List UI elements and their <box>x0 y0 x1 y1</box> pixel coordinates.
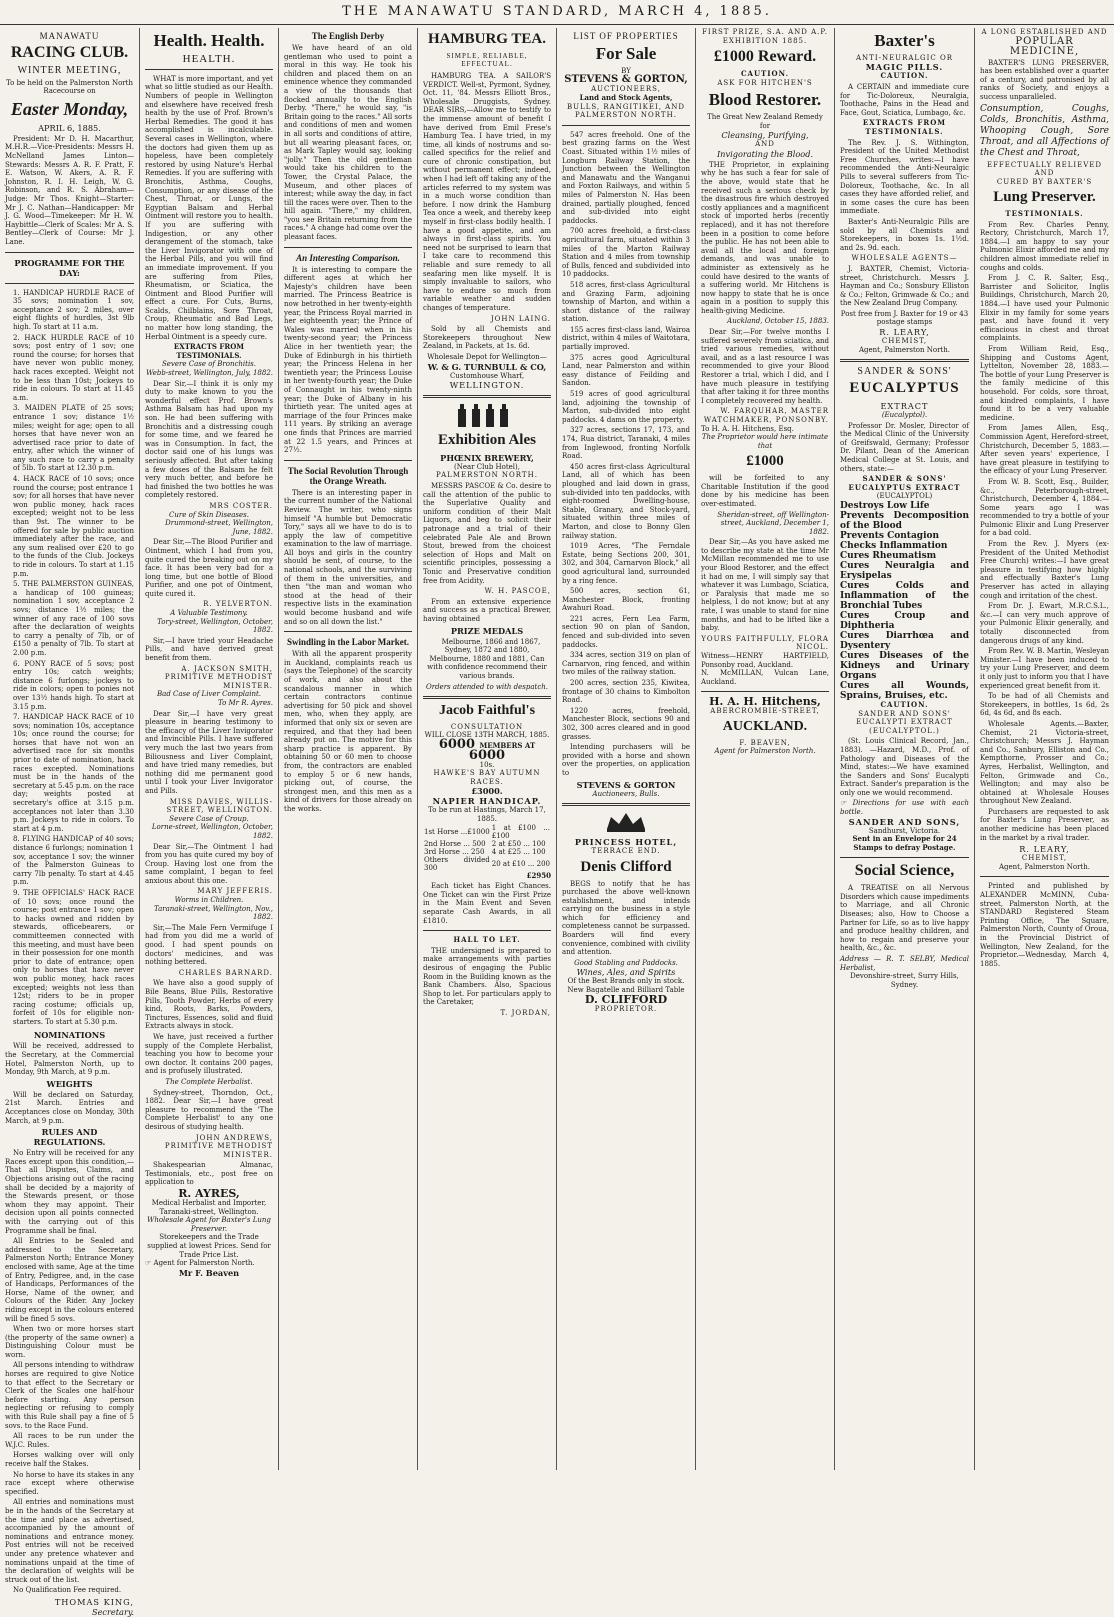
stores-note: Storekeepers and the Trade supplied at lowest Prices. Send for Trade Price List. <box>147 1233 271 1259</box>
jacob-big-3: 6000 <box>468 747 506 763</box>
programme-heading: PROGRAMME FOR THE DAY: <box>14 257 125 278</box>
sander-name: SANDER AND SONS, <box>848 816 961 827</box>
clifford-role: PROPRIETOR. <box>594 1004 658 1013</box>
crown-emblem-icon <box>603 811 649 833</box>
lung-item: From Rev. W. B. Martin, Wesleyan Minister.—I have been induced to try your Lung Preserver, and deem it only just to inform you that I have experienced great benefit from it. <box>980 647 1109 690</box>
leary-place: Agent, Palmerston North. <box>859 345 950 354</box>
testimonial-sig: R. YELVERTON. <box>203 600 273 609</box>
testimonial-sig: MRS COSTER. <box>209 501 273 510</box>
hotel-title: PRINCESS HOTEL, <box>574 837 678 848</box>
jacob-note: Each ticket has Eight Chances. One Ticket can win the First Prize in the Main Event and Seven separate Cash Awards, in all £1810. <box>423 882 551 925</box>
rule-item: Horses walking over will only receive half the Stakes. <box>5 1451 134 1468</box>
leary-role: CHEMIST, <box>881 337 928 346</box>
hotel-sub: TERRACE END. <box>591 847 661 856</box>
agents-list: J. BAXTER, Chemist, Victoria-street, Christchurch. Messrs J. Hayman and Co.; Sonsbury Elliston & Co.; Felton, Grimwade & Co.; and the New Zealand Drug Company. <box>840 264 969 308</box>
officers: President: Mr D. H. Macarthur, M.H.R.—Vice-Presidents: Messrs H. McNelland James Linton—Stewards: Messrs A. R. F. Pratt, F. E. Watson, W. Akers, A. R. F. Johnston, R. I. H. Leigh, W. G. Robinson, and R. S. Abraham—Judge: Mr Thos. Knight—Starter: Mr J. C. Nathan—Handicapper: Mr J. G. Wood—Timekeeper: Mr H. W. Haybittle—Clerk of Scales: Mr A. S. Bentley—Clerk of Course: Mr J. Lane. <box>5 134 134 246</box>
property-item: 450 acres first-class Agricultural Land, all of which has been ploughed and laid down in grass, sub-divided into ten paddocks, with eight-roomed Dwelling-house, Stable, Granary, and Stock-yard, situated within three miles of Marton, and close to Bonny Glen railway station. <box>562 462 690 540</box>
hand-pointer-icon: ☞ <box>145 1259 152 1268</box>
table-cell: 1st Horse ...£1000 <box>424 827 490 836</box>
masthead: THE MANAWATU STANDARD, MARCH 4, 1885. <box>0 0 1114 25</box>
hall-title: HALL TO LET. <box>453 935 521 945</box>
column-baxters-pills <box>834 28 974 1470</box>
eucalyptol: (Eucalyptol). <box>881 411 928 419</box>
signature: THOMAS KING, <box>54 1596 134 1607</box>
extract: EXTRACT <box>880 401 929 411</box>
jacob-sub: CONSULTATION <box>450 722 524 731</box>
ayres-role: Medical Herbalist and Importer, Taranaki-street, Wellington. <box>151 1199 267 1216</box>
property-item: 155 acres first-class land, Wairoa district, within 4 miles of Waitotara, partially improved. <box>562 325 690 352</box>
properties-heading: LIST OF PROPERTIES <box>573 31 679 41</box>
stabling: Good Stabling and Paddocks. <box>574 958 678 967</box>
testimonial-text: Dear Sir,—I think it is only my duty to make known to you the wonderful effect Prof. Brown's Asthma Balsam has had upon my son. He had been suffering with Bronchitis and a distressing cough for some time, and we feared he was in Consumption. In fact, the doctor said one of his lungs was seriously affected. But after taking a few doses of the Balsam he felt very much better, and before he had finished the two bottles he was completely restored. <box>145 379 273 500</box>
baxters-price: Baxter's Anti-Neuralgic Pills are sold by all Chemists and Storekeepers, in boxes 1s. 1½d. and 2s. 9d. each. <box>840 217 969 252</box>
jacob-close: WILL CLOSE 13TH MARCH, 1885. <box>424 731 550 740</box>
footer-role: Auctioneers, Bulls. <box>592 789 660 798</box>
jacob-prize: £3000. <box>471 786 503 797</box>
list-item: Cures Diseases of the Kidneys and Urinary Organs <box>840 650 969 681</box>
social-address: Address — R. T. SELBY, Medical Herbalist, <box>840 954 969 972</box>
ales-title: Exhibition Ales <box>438 432 536 449</box>
kicker: MANAWATU <box>39 31 100 41</box>
medals: PRIZE MEDALS <box>450 625 524 636</box>
derby-title: The English Derby <box>311 31 385 41</box>
prize-note: FIRST PRIZE, S.A. AND A.P. EXHIBITION 1885. <box>702 28 828 45</box>
testimonial-place: Taranaki-street, Wellington, Nov., 1882. <box>153 904 273 922</box>
lung-intro: BAXTER'S LUNG PRESERVER, has been established over a quarter of a century, and patronised by all ranks of Society, and enjoys a success unparalleled. <box>980 58 1109 101</box>
testimonial-sig: W. FARQUHAR, MASTER WATCHMAKER, PONSONBY. <box>703 407 829 425</box>
clifford-sig: D. CLIFFORD <box>584 992 668 1006</box>
kicker: A LONG ESTABLISHED AND <box>981 28 1108 36</box>
column-health <box>139 28 278 1470</box>
testimonial-place: To Mr R. Ayres. <box>217 699 273 707</box>
column-lung-preserver <box>974 28 1114 1470</box>
wines-sub: Of the Best Brands only in stock. <box>567 977 685 986</box>
agent-name: Mr F. Beaven <box>178 1267 240 1278</box>
ales-text: MESSRS PASCOE & Co. desire to call the attention of the public to the Superlative Quality and uniform condition of their Malt Liquors, and beg to solicit their patronage and a trial of their celebrated Pale Ale and Brown Stout, brewed from the choicest selection of Hops and Malt on scientific principles, possessing a Tonic and Preservative condition free from Acidity. <box>423 482 551 585</box>
lung-item: From Dr. J. Ewart, M.R.C.S.L., &c.—I can very much approve of your Pulmonic Elixir generally, and totally disconnected from dangerous drugs of any kind. <box>980 602 1109 645</box>
leary-place: Agent, Palmerston North. <box>999 862 1090 871</box>
table-row <box>423 824 551 840</box>
baxters-title: Baxter's <box>874 31 935 50</box>
jacob-members <box>423 737 551 763</box>
depot: Wholesale Depot for Wellington— <box>427 352 547 361</box>
list-item: Cures Neuralgia and Erysipelas <box>840 560 969 581</box>
lung-note: Purchasers are requested to ask for Baxter's Lung Preserver, as another medicine has been placed in the market by a rival trader. <box>980 807 1109 842</box>
property-item: 547 acres freehold. One of the best grazing farms on the West Coast. Situated within 1½ miles of Longburn Railway Station, the Junction between the Wellington and Manawatu and the Wanganui and Foxton Railways, and within 5 miles of Palmerston N. Has been drained, partially ploughed, fenced and sub-divided into eight paddocks. <box>562 130 690 225</box>
property-item: 500 acres, section 61, Manchester Block, fronting Awahuri Road. <box>562 587 690 613</box>
property-item: 1019 Acres, "The Ferndale Estate, being Sections 200, 301, 302, and 304, Carnarvon Block," all good agricultural land, surrounded by a ring fence. <box>562 542 690 585</box>
lung-item: From James Allen, Esq., Commission Agent, Hereford-street, Christchurch, December 5, 1883.—After seven years' experience, I have great pleasure in testifying to the efficacy of your Lung Preserver. <box>980 424 1109 476</box>
testimonial: Dear Sir,—For twelve months I suffered severely from sciatica, and tried various remedies, without avail, and as a last resource I was recommended to give your Blood Restorer a trial, which I did, and I have much pleasure in testifying that after taking it for three months I completely recovered my health. <box>701 328 829 405</box>
programme-item: 5. THE PALMERSTON GUINEAS, a handicap of 100 guineas; nomination 1 sov, acceptance 2 sovs; distance 1½ miles; the winner of any race of 100 sovs after the declaration of weights to carry a penalty of 7lb, or of £150 a penalty of 7lb. To start at 2.00 p.m. <box>13 580 134 657</box>
prize-table <box>423 824 551 872</box>
ales-sig: W. H. PASCOE, <box>484 587 551 596</box>
baxters-extracts: EXTRACTS FROM TESTIMONIALS. <box>862 118 947 136</box>
hamburg-sold: Sold by all Chemists and Storekeepers throughout New Zealand, in Packets, at 1s. 6d. <box>423 325 551 351</box>
proprietor-note: The Proprietor would here intimate that <box>701 433 829 450</box>
hitchens-city: AUCKLAND. <box>722 718 808 734</box>
subtitle: WINTER MEETING, <box>17 64 122 76</box>
bottle-note-text: Directions for use with each bottle. <box>840 799 969 817</box>
hitchens-name: H. A. H. Hitchens, <box>709 695 821 709</box>
list-item: Destroys Low Life <box>840 500 930 511</box>
rules-heading: RULES AND REGULATIONS. <box>33 1127 106 1148</box>
blood-body: THE Proprietor, in explaining why he has such a fear for sale of the above, would state that he received such a serious check by the disastrous fire which destroyed costly appliances and a magnificent stock of imported herbs (recently replaced), and it has not therefore been in a position to come before the public. He has not been able to avail all the local and foreign demands, and was unable to administer as extensively as he could have desired to the wants of a suffering world. Mr Hitchens is now happy to state that he is once again in a position to supply this health-giving Medicine. <box>701 160 829 315</box>
apply-note: Shakespearian Almanac, Testimonials, etc., post free on application to <box>145 1161 273 1187</box>
sander-place: Sandhurst, Victoria. <box>868 826 941 835</box>
wines: Wines, Ales, and Spirits <box>576 967 676 978</box>
euc-brand: SANDER & SONS' EUCALYPTUS EXTRACT <box>848 474 961 492</box>
post-note: Post free from J. Baxter for 19 or 43 postage stamps <box>840 309 969 327</box>
ayres-name: R. AYRES, <box>178 1187 240 1201</box>
testimonial-title: Cure of Skin Diseases. <box>169 510 249 519</box>
testimonial-title: A Valuable Testimony. <box>170 609 248 618</box>
stock-note: We have also a good supply of Bile Beans, Blue Pills, Restorative Pills, Tooth Powder, Herbs of every kind, Roots, Barks, Powders, Tinctures, Essences, solid and fluid Extracts always in stock. <box>145 979 273 1031</box>
lung-agents: Wholesale Agents.—Baxter, Chemist, 21 Victoria-street, Christchurch; Messrs J. Hayman and Co., Sanbury, Elliston and Co., Kempthorne, Prosser and Co.; Ayres, Herbalist, Wellington, and Felton, Grimwade and Co., Wellington; and may also be obtained at Wholesale Houses throughout New Zealand. <box>980 719 1109 806</box>
eucalyptus-title: EUCALYPTUS <box>849 380 960 397</box>
blood-restorer-title: Blood Restorer. <box>708 90 822 110</box>
testimonial-text: Dear Sir,—I have very great pleasure in bearing testimony to the efficacy of the Liver Invigorator and Invincible Pills. I have suffered very much the last two years from Biliousness and Liver Complaint, and have tried many remedies, but nothing did me permanent good until I took your Liver Invigorator and Pills. <box>145 709 273 795</box>
comparison-text: It is interesting to compare the different ages at which her Majesty's children have been married. The Princess Beatrice is now betrothed in her twenty-eighth year, the Princess Royal married in her eighteenth year; the Prince of Wales was married when in his twenty-second year; the Princess Alice in her twentieth year; the Duke of Edinburgh in his thirtieth year; the Princess Helena in her twentieth year; the Princess Louise in her twenty-fourth year; the Duke of Connaught in his twenty-ninth year; the Duke of Albany in his thirtieth year. The united ages at marriage of the four Princes make 111 years. By striking an average one finds that Princes are married at 22 1.5 years, and Princes at 27½. <box>284 265 412 455</box>
bottle-note <box>840 799 969 816</box>
table-row <box>423 848 551 856</box>
intro: To be held on the Palmerston North Racecourse on <box>6 78 133 96</box>
reward-title: £1000 Reward. <box>713 48 817 66</box>
lung-effect: EFFECTUALLY RELIEVED AND <box>986 160 1103 178</box>
leary-name: R. LEARY, <box>879 327 930 338</box>
jacob-title: Jacob Faithful's <box>438 703 536 719</box>
ales-note: From an extensive experience and success as a practical Brewer, having obtained <box>423 597 551 623</box>
programme-item: 6. PONY RACE of 5 sovs; post entry 10s; catch weights; distance 6 furlongs; jockeys to ride in colors; open to ponies not over 13½ hands high. To start at 3.15 p.m. <box>13 659 134 711</box>
table-cell: 2nd Horse ... 500 <box>424 839 486 848</box>
hotel-text: BEGS to notify that he has purchased the above well-known establishment, and intends carrying on the business in a style which for efficiency and completeness cannot be surpassed. Boarders will find every convenience, combined with civility and attention. <box>562 879 690 957</box>
testimonial-place: Webb-street, Wellington, July, 1882. <box>146 369 273 378</box>
testimonial-title: Worms in Children. <box>174 896 244 905</box>
for-sale-title: For Sale <box>595 44 657 63</box>
baxters-body: A CERTAIN and immediate cure for Tic-Doloreux, Neuralgia, Toothache, Pains in the Head and Face, Gout, Sciatica, Lumbago, &c. <box>840 83 969 117</box>
firm-place: BULLS, RANGITIKEI, AND PALMERSTON NORTH. <box>567 102 685 120</box>
revolution-text: There is an interesting paper in the current number of the National Review. The writer, who signs himself "A humble but Democratic Tory," says all we have to do is to apply the law of competitive examination to the law of marriage. All boys and girls in the country should be sent, of course, to the national schools, and the surviving of them in the universities, and then "the man and woman who stood at the head of their respective lists in the examination would become husband and wife and so on all down the list." <box>284 488 412 626</box>
column-articles <box>278 28 417 1470</box>
rule-item: All persons intending to withdraw horses are required to give Notice to that effect to the Secretary or Clerk of the Scales one half-hour before starting. Any person neglecting or refusing to comply with this Rule shall pay a fine of 5 sovs. to the Race Fund. <box>5 1361 134 1430</box>
lung-testimonials: TESTIMONIALS. <box>1005 209 1084 219</box>
big-reward-text: will be forfeited to any Charitable Institution if the good done by his medicine has been over-estimated. <box>701 474 829 508</box>
kicker-2: POPULAR MEDICINE, <box>1009 35 1080 57</box>
list-item: Checks Inflammation <box>840 540 948 551</box>
brewery-city: PALMERSTON NORTH. <box>436 471 538 480</box>
nominations-heading: NOMINATIONS <box>33 1030 106 1041</box>
witness: Witness—HENRY HARTFIELD, Ponsonby road, Auckland. <box>701 652 829 669</box>
brewery: PHŒNIX BREWERY, <box>440 452 534 463</box>
nominations: Will be received, addressed to the Secretary, at the Commercial Hotel, Palmerston North, up to Monday, 9th March, at 9 p.m. <box>5 1042 134 1077</box>
herbalist-note: We have, just received a further supply of the Complete Herbalist, teaching you how to become your own doctor. It contains 200 pages, and is profusely illustrated. <box>145 1032 273 1076</box>
revolution-title: The Social Revolution Through the Orange Wreath. <box>287 465 409 486</box>
table-cell: 1 at £100 ...£100 <box>491 823 550 840</box>
jacob-each: 10s. <box>479 760 495 769</box>
witness-2: N. McMILLAN, Vulcan Lane, Auckland. <box>701 669 829 686</box>
depot-addr: Customhouse Wharf, <box>449 371 525 380</box>
baxters-sub: ANTI-NEURALGIC OR <box>855 53 954 62</box>
swindling-text: With all the apparent prosperity in Auckland, complaints reach us (says the Telephone) of the scarcity of work, and also about the scandalous manner in which certain contractors continue advertising for 50 pick and shovel men, who, when they apply, are informed that only six or seven are required, and that they had been already put on. The motive for this sharp practice is apparent. By obtaining 50 or 60 men to choose from, the contractors are enabled to employ 5 or 6 new hands, picking out, of course, the strongest men, and this men as a kind of drivers for those already on the works. <box>284 650 412 813</box>
rule-item: All races to be run under the W.J.C. Rules. <box>5 1432 134 1449</box>
column-racing-club <box>0 28 139 1617</box>
derby-text: We have heard of an old gentleman who used to point a moral in this way. He took his children and placed them on an eminence whence they commanded a view of the thousands that flocked annually to the English Derby. "There," he would say, "is Britain going to the races." All sorts and conditions of men and women in all sorts and conditions of attire, but all wearing pleasant faces, or, as Mark Tapley would say, looking "jolly." Then the old gentleman would take his children to the Tower, the Crystal Palace, the Museum, and other places of interest; while away the day, in fact till the races were over. Then to the hill again. "There," my children, "you see Britain returning from the races." A change had come over the pleasant faces. <box>284 44 412 242</box>
health-subtitle: HEALTH. <box>182 52 236 65</box>
column-properties <box>556 28 695 1470</box>
billiard: New Bagatelle and Billiard Table <box>567 986 685 995</box>
euc-text: Professor Dr. Mosler, Director of the Medical Clinic of the University of Greifswald, Germany; Professor Dr. Pilant, Dean of the American Medical College at St. Louis, and others, state:— <box>840 421 969 473</box>
euc-caution: CAUTION. <box>880 699 929 709</box>
list-item: Cures Diarrhœa and Dysentery <box>840 630 969 651</box>
property-item: 327 acres, sections 17, 173, and 174, Rua district, Taranaki, 4 miles from Inglewood, fronting Norfolk Road. <box>562 426 690 461</box>
letter-place: Sheridan-street, off Wellington-street, Auckland, December 1, 1882. <box>717 510 829 536</box>
table-row <box>423 840 551 848</box>
jacob-big-2: MEMBERS AT <box>479 741 536 750</box>
health-body: WHAT is more important, and yet what so little studied as our Health. Numbers of people in Wellington and elsewhere have received fresh health by the use of Prof. Brown's Herbal Remedies. The good it has accomplished is incalculable. Several cases in Wellington, where the doctors had given them up as hopeless, have been completely restored by using Nature's Herbal Remedies. If you are suffering with Bronchitis, Asthma, Coughs, Consumption, or any disease of the Chest, Throat, or Lungs, the Egyptian Balsam and Herbal Ointment will restore you to health. If you are suffering with Indigestion, or any other derangement of the stomach, take the Liver Invigorator with one of the Herbal Pills, and you will find an immediate improvement. If you are suffering from Piles, Rheumatism, or Sciatica, the Ointment and Blood Purifier will effect a cure. For Cuts, Burns, Scalds, Chilblains, Sore Throat, Croup, Rheumatic and Bad Legs, no matter how long standing, the Herbal Ointment is a speedy cure. <box>145 74 273 341</box>
letter: Dear Sir,—As you have asked me to describe my state at the time Mr McMillan recommended me to use your Blood Restorer, and the effect it had on me, I will simply say that whatever it was Lumbago, Sciatica, or Paralysis that made me so helpless, I do not know; but at any rate, I was unable to stand for nine months, and had to be lifted like a baby. <box>701 538 829 633</box>
property-item: 334 acres, section 319 on plan of Carnarvon, ring fenced, and within two miles of the railway station. <box>562 651 690 677</box>
lung-item: From William Reid, Esq., Shipping and Customs Agent, Lyttelton, November 28, 1883.—The bottle of your Lung Preserver is the family medicine of this household. For colds, sore throat, and kindred complaints, I have found it to be a very valuable medicine. <box>980 345 1109 422</box>
tagline-2: Invigorating the Blood. <box>716 148 814 159</box>
extracts-heading: EXTRACTS FROM TESTIMONIALS. <box>173 342 245 360</box>
envelope-note: Sent in an Envelope for 24 Stamps to defray Postage. <box>852 834 957 852</box>
signature-role: Secretary. <box>91 1606 134 1617</box>
testimonial-sig: A. JACKSON SMITH, PRIMITIVE METHODIST MINISTER. <box>164 664 273 690</box>
baxters-caution: CAUTION. <box>880 71 929 81</box>
book-sig: JOHN ANDREWS, PRIMITIVE METHODIST MINISTER. <box>164 1133 273 1159</box>
rule-item: All Entries to be Sealed and addressed to the Secretary, Palmerston North; Entrance Money enclosed with same, Age at the time of Entry, Pedigree, and, in the case of Handicaps, Performances of the Horse, Name of the owner, and Colours of the Rider. Any Jockey riding except in the colours entered will be fined 5 sovs. <box>5 1237 134 1323</box>
lung-item: From J. C. R. Salter, Esq., Barrister and Solicitor, Inglis Buildings, Christchurch, March 20, 1884.—I have used your Pulmonic Elixir in my family for some years past, and have found it very efficacious in chest and throat complaints. <box>980 274 1109 343</box>
orders: Orders attended to with despatch. <box>425 682 549 691</box>
jacob-big-1: 6000 <box>438 737 475 752</box>
column-blood-restorer <box>695 28 834 1470</box>
firm-role: AUCTIONEERS, <box>591 85 661 94</box>
programme-item: 7. HANDICAP HACK RACE of 10 sovs; nomination 10s, acceptance 10s; once round the course; for horses that have not won an advertised race for six months prior to date of nomination, hack races excepted. Nominations must be in the hands of the secretary at 5.45 p.m. on the race day; weights posted at secretary's office at 3.15 p.m. acceptances not later than 3.30 p.m. Jockeys to ride in colors. To start at 4 p.m. <box>13 713 134 833</box>
property-item: 221 acres, Fern Lea Farm, section 90 on plan of Sandon, fenced and sub-divided into seven paddocks. <box>562 614 690 649</box>
euc-brand-sub: (EUCALYPTOL) <box>876 492 933 501</box>
depot-city: WELLINGTON. <box>449 380 525 391</box>
testimonial-sig: CHARLES BARNARD. <box>178 968 273 977</box>
depot-name: W. & G. TURNBULL & CO, <box>427 361 547 372</box>
rule-item: No Entry will be received for any Races except upon this condition,—That all Disputes, Claims, and Objections arising out of the racing shall be decided by a majority of the Stewards present, or those whom they may appoint. Their decision upon all points connected with the carrying out of this Programme shall be final. <box>5 1149 134 1235</box>
list-item: Cures Colds and Inflammation of the Bronchial Tubes <box>840 580 969 611</box>
testimonial-title: Severe Case of Croup. <box>169 814 249 823</box>
rule-item: No horse to have its stakes in any race except where otherwise specified. <box>5 1470 134 1496</box>
column-hamburg <box>417 28 556 1470</box>
testimonial-sig: MISS DAVIES, WILLIS-STREET, WELLINGTON. <box>166 797 273 815</box>
social-address-2: Devonshire-street, Surry Hills, Sydney. <box>850 972 959 989</box>
napier-date: To be run at Hastings, March 17, 1885. <box>428 806 546 823</box>
hamburg-sig: JOHN LAING. <box>490 314 551 323</box>
great-remedy: The Great New Zealand Remedy for <box>707 113 823 130</box>
properties-footer: Intending purchasers will be provided with a horse and shown over the properties, on application to <box>562 743 690 777</box>
book-title: The Complete Herbalist. <box>165 1077 253 1086</box>
rule-item: No Qualification Fee required. <box>13 1586 122 1595</box>
rule-item: All entries and nominations must be in the hands of the Secretary at the time and place as advertised, accompanied by the amount of nominations and entrance money. Post entries will not be received under any pretence whatever and nominations unpaid at the time of the declaration of weights will be struck out of the list. <box>5 1498 134 1584</box>
baxters-sub-2: MAGIC PILLS. <box>865 62 944 73</box>
by: BY <box>621 66 631 75</box>
lung-sold: To be had of all Chemists and Storekeepers, in bottles, 1s 6d, 2s 6d, 4s 6d, and 8s each. <box>980 692 1109 718</box>
programme-item: 8. FLYING HANDICAP of 40 sovs; distance 6 furlongs; nomination 1 sov, acceptance 1 sov; the winner of the Palmerston Guineas to carry 7lb penalty. To start at 4.45 p.m. <box>13 835 134 887</box>
lung-item: From Rev. Charles Penny, Rectory, Christchurch, March 17, 1884.—I am happy to say your Pulmonic Elixir afforded me and my children almost immediate relief in coughs and colds. <box>980 220 1109 272</box>
medals-text: Melbourne, 1866 and 1867, Sydney, 1872 and 1880, Melbourne, 1880 and 1881, Can with confidence recommend their various brands. <box>427 637 547 680</box>
table-cell: 3rd Horse ... 250 <box>424 847 485 856</box>
programme-item: 4. HACK RACE of 10 sovs; once round the course; post entrance 1 sov; for all horses that have never won public money, hack races excepted; weight not to be less than 9st. The winner to be offered for sale by public auction immediately after the race, and any sum realised over £20 to go to the funds of the Club. Jockeys to ride in colours. To start at 1.15 p.m. <box>13 475 134 578</box>
jacob-race: HAWKE'S BAY AUTUMN RACES. <box>433 769 541 786</box>
list-item: Cures all Wounds, Sprains, Bruises, etc. <box>840 680 969 701</box>
property-item: 700 acres freehold, a first-class agricultural farm, situated within 3 miles of the Marton Railway Station and 4 miles from township of Bulls, fenced and subdivided into 10 paddocks. <box>562 227 690 279</box>
comparison-title: An Interesting Comparison. <box>296 252 400 263</box>
table-cell: 20 at £10 ... 200 <box>491 859 550 868</box>
leary-role: CHEMIST, <box>1021 854 1068 863</box>
table-cell: 2 at £50 ... 100 <box>491 839 546 848</box>
racing-club-title: RACING CLUB. <box>10 44 129 61</box>
list-item: Prevents Contagion <box>840 530 940 541</box>
programme-item: 1. HANDICAP HURDLE RACE of 35 sovs; nomination 1 sov, acceptance 2 sov; 2 miles, over eight flights of hurdles, 3st 9lb high. To start at 11 a.m. <box>13 288 134 331</box>
sander-title: SANDER & SONS' <box>857 366 952 378</box>
lung-item: From W. B. Scott, Esq., Builder, &c., Peterborough-street, Christchurch, December 4, 1884.—Some years ago I was recommended to try a bottle of your Pulmonic Elixir and Lung Preserver for a bad cold. <box>980 477 1109 538</box>
health-title: Health. Health. <box>153 31 265 50</box>
programme-item: 9. THE OFFICIALS' HACK RACE of 10 sovs; once round the course; post entrance 1 sov; open to hacks owned and ridden by stewards, officebearers, or committeemen connected with this meeting, and must have been in their possession for one month prior to date of entrance; open only to horses that have never won public money, hack races excepted; weights not less than 12st; riders to be in proper racing costume; officials up, forfeit of 10s for eligible non-starters. To start at 5.30 p.m. <box>13 888 134 1026</box>
big-reward: £1000 <box>746 453 784 470</box>
testimonial-title: Severe Case of Bronchitis. <box>161 360 257 369</box>
bottles-emblem-icon <box>452 403 522 429</box>
property-item: 375 acres good Agricultural Land, near Palmerston and within easy distance of Feilding and Sandon. <box>562 353 690 388</box>
list-item: Prevents Decomposition of the Blood <box>840 510 969 531</box>
euc-list <box>840 501 969 701</box>
lung-title: Lung Preserver. <box>993 189 1096 206</box>
book-text: Sydney-street, Thorndon, Oct., 1882. Dear Sir,—I have great pleasure to recommend the 'The Complete Herbalist' to any one desirous of studying health. <box>145 1088 273 1131</box>
hamburg-sub: SIMPLE, RELIABLE, EFFECTUAL. <box>446 51 528 69</box>
baxters-testimonial: The Rev. J. S. Withington, President of the United Methodist Free Churches, writes:—I have recommended the Anti-Neuralgic Pills to several sufferers from Tic-Doloreux, Toothache, &c. In all cases they have afforded relief, and in some cases the cure has been immediate. <box>840 138 969 216</box>
table-cell: 4 at £25 ... 100 <box>491 847 546 856</box>
social-text: A TREATISE on all Nervous Disorders which cause impediments to Marriage, and all Chronic Diseases; also, How to Choose a Partner for Life, so as to live happy and produce healthy children, and how to regain and preserve your health, &c., &c. <box>840 884 969 953</box>
date: APRIL 6, 1885. <box>38 122 101 133</box>
weights-heading: WEIGHTS <box>46 1078 93 1089</box>
lung-list: Consumption, Coughs, Colds, Bronchitis, Asthma, Whooping Cough, Sore Throat, and all Affections of the Chest and Throat, <box>980 103 1109 158</box>
tagline-1: Cleansing, Purifying, <box>721 130 809 141</box>
property-item: 518 acres, first-class Agricultural and Grazing Farm, adjoining township of Marton, and within a short distance of the railway station. <box>562 280 690 324</box>
letter-sig: YOURS FAITHFULLY, FLORA NICOL. <box>701 634 829 652</box>
tagline-and: AND <box>755 140 775 149</box>
wholesale-note: Wholesale Agent for Baxter's Lung Preserver. <box>147 1216 271 1233</box>
euc-caution-body: (St. Louis Clinical Record, Jan., 1883). —Hazard, M.D., Prof. of Pathology and Diseases of the Mind, states:—We have examined the Sanders and Sons' Eucalypti Extract. Sander's preparation is the only one we would recommend. <box>840 737 969 797</box>
hamburg-text: HAMBURG TEA. A SAILOR'S VERDICT. Well-st, Pyrmont, Sydney, Oct. 11, '84. Messrs Elliott Bros., Wholesale Druggists, Sydney. DEAR SIRS,—Allow me to testify to the immense amount of benefit I have derived from Emil Frese's Hamburg Tea. I have tried, in my time, all kinds of nostrums and so-called specifics for the relief and cure of chronic constipation, but without permanent effect; indeed, when I had left off taking any of the articles referred to my system was in a much worse condition than before. I now drink the Hamburg Tea once a week, and thereby keep myself in first-class bodily health. I have a good appetite, and am always in first-class spirits. You need not be surprised to learn that I take care to recommend this reliable and sure remedy to all seafaring men like myself. It is simply invaluable to sailors, who have to endure so much from variable weather and sudden changes of temperature. <box>423 71 551 312</box>
swindling-title: Swindling in the Labor Market. <box>286 637 410 648</box>
table-cell: Others divided 300 <box>424 855 490 872</box>
hitchens-note: To H. A. H. Hitchens, Esq. <box>701 424 794 433</box>
hall-text: THE undersigned is prepared to make arrangements with parties desirous of engaging the Public Room in the Building known as the Bank Chambers. Also, Spacious Shop to let. For particulars apply to the Caretaker, <box>423 946 551 1007</box>
agent-prefix <box>145 1259 273 1268</box>
hamburg-title: HAMBURG TEA. <box>427 31 547 47</box>
agent-prefix-text: Agent for Palmerston North. <box>153 1259 255 1268</box>
hand-pointer-icon: ☞ <box>840 799 847 808</box>
testimonial-text: Dear Sir,—The Blood Purifier and Ointment, which I had from you, quite cured the breaking out on my face. It has been very bad for a long time, but one bottle of Blood Purifier, and one pot of Ointment, quite cured it. <box>145 538 273 598</box>
social-title: Social Science, <box>854 862 955 880</box>
property-item: 200 acres, section 235, Kiwitea, frontage of 30 chains to Kimbolton Road. <box>562 679 690 705</box>
programme-item: 2. HACK HURDLE RACE of 10 sovs; post entry of 1 sov; one round the course; for horses that have never won public money, hack races excepted. Weight not to be less than 10st; Jockeys to ride in colours. To start at 11.45 a.m. <box>13 333 134 402</box>
hitchens-street: ABERCROMBIE-STREET, <box>710 707 820 716</box>
list-item: Cures Croup and Diphtheria <box>840 610 969 631</box>
napier-title: NAPIER HANDICAP. <box>432 796 542 807</box>
testimonial-title: Bad Case of Liver Complaint. <box>157 690 261 699</box>
testimonial-place: Lorne-street, Wellington, October, 1882. <box>151 823 273 840</box>
testimonial-text: Sir,—I have tried your Headache Pills, and have derived great benefit from them. <box>145 636 273 663</box>
programme-item: 3. MAIDEN PLATE of 25 sovs; entrance 1 sov; distance 1½ miles; weight for age; open to all horses that have never won an advertised race prior to date of entry, after which the winner of any such race to carry a penalty of 5lb. To start at 12.30 p.m. <box>13 404 134 473</box>
date-title: Easter Monday, <box>10 98 129 119</box>
leary-name: R. LEARY, <box>1019 844 1070 855</box>
list-item: Cures Rheumatism <box>840 550 937 561</box>
place: Auckland, October 15, 1883. <box>727 317 829 326</box>
testimonial-text: Sir,—The Male Fern Vermifuge I had from you did me a world of good. I had spent pounds on doctors' medicines, and was nothing bettered. <box>145 923 273 967</box>
firm-sub: Land and Stock Agents, <box>579 93 673 103</box>
jacob-total: £2950 <box>526 870 551 880</box>
footer-firm: STEVENS & GORTON <box>576 779 676 790</box>
property-item: 519 acres of good agricultural land, adjoining the township of Marton, sub-divided into eight paddocks. 4 dams on the property. <box>562 390 690 424</box>
ask: ASK FOR HITCHEN'S <box>717 78 813 87</box>
weights: Will be declared on Saturday, 21st March. Entries and Acceptances close on Monday, 30th March, at 9 p.m. <box>5 1090 134 1125</box>
table-row <box>423 856 551 872</box>
wholesale-agents: WHOLESALE AGENTS— <box>851 254 958 263</box>
hall-sig: T. JORDAN, <box>500 1008 551 1017</box>
lung-item: From the Rev. J. Myers (ex-President of the United Methodist Free Church) writes:—I have great pleasure in testifying how highly and effectually Baxter's Lung Preserver has acted in allaying cough and irritation of the chest. <box>980 540 1109 600</box>
hotel-name: Denis Clifford <box>580 858 672 875</box>
caution: CAUTION. <box>740 68 790 78</box>
testimonial-place: Tory-street, Wellington, October, 1882. <box>157 617 273 635</box>
euc-caution-text: SANDER AND SONS' EUCALYPTI EXTRACT (EUCALYPTOL.) <box>856 709 953 735</box>
brewery-sub: (Near Club Hotel), <box>453 462 521 471</box>
lung-cured: CURED BY BAXTER'S <box>996 177 1093 186</box>
rule-item: When two or more horses start (the property of the same owner) a Distinguishing Colour must be worn. <box>5 1325 134 1359</box>
imprint: Printed and published by ALEXANDER McMINN, Cuba-street, Palmerston North, at the STANDARD Registered Steam Printing Office, The Square, Palmerston North, County of Oroua, in the Provincial District of Wellington, New Zealand, for the Proprietor.—Wednesday, March 4, 1885. <box>980 882 1109 968</box>
testimonial-sig: MARY JEFFERIS. <box>197 887 273 896</box>
beaven-name: F. BEAVEN, <box>739 738 791 747</box>
testimonial-place: Drummond-street, Wellington, June, 1882. <box>165 519 273 536</box>
testimonial-text: Dear Sir,—The Ointment I had from you has quite cured my boy of Croup. Having lost one from the same complaint, I began to feel anxious about this one. <box>145 842 273 885</box>
beaven-role: Agent for Palmerston North. <box>714 747 816 756</box>
property-item: 1220 acres, freehold, Manchester Block, sections 90 and 302, 300 acres cleared and in good grasses. <box>562 706 690 741</box>
firm: STEVENS & GORTON, <box>564 74 688 86</box>
